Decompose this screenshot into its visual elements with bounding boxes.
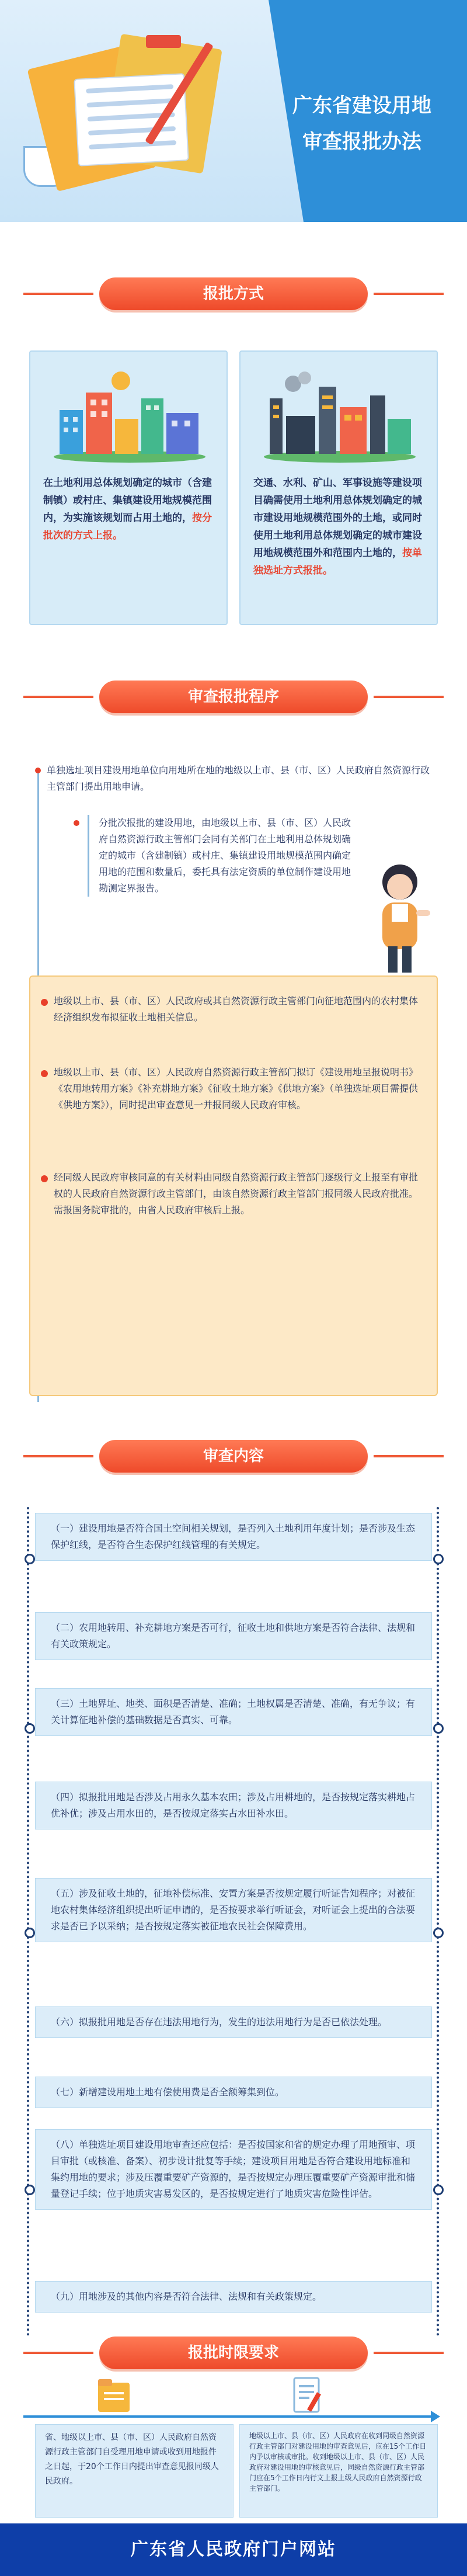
- procedure-box: [29, 975, 438, 1396]
- chain-ring: [25, 1723, 35, 1734]
- method-left-text: 在土地利用总体规划确定的城市（含建制镇）或村庄、集镇建设用地规模范围内，为实施该规划而占用土地的，按分批次的方式上报。: [43, 477, 212, 541]
- procedure-dot: [41, 1175, 48, 1182]
- hero-banner: [0, 0, 467, 222]
- method-right-text: 交通、水利、矿山、军事设施等建设项目确需使用土地利用总体规划确定的城市建设用地规模范围外的土地，或同时使用土地利用总体规划确定的城市建设用地规模范围外和范围内土地的，按单独选址方式报批。: [253, 477, 422, 577]
- review-item-2: （二）农用地转用、补充耕地方案是否可行，征收土地和供地方案是否符合法律、法规和有关政策规定。: [35, 1612, 432, 1660]
- title-line-2: 审查报批办法: [302, 130, 421, 154]
- section-title-procedure: 审查报批程序: [99, 681, 368, 713]
- clip-icon: [146, 35, 181, 48]
- procedure-dot: [41, 1070, 48, 1077]
- review-item-5: （五）涉及征收土地的，征地补偿标准、安置方案是否按规定履行听证告知程序；对被征地农村集体经济组织提出听证申请的，是否按要求举行听证会，对听证会上提出的合法要求是否已予以采纳；是否按规定落实被征地农民社会保障费用。: [35, 1878, 432, 1942]
- chain-ring: [25, 1554, 35, 1564]
- procedure-step-3: 地级以上市、县（市、区）人民政府或其自然资源行政主管部门向征地范围内的农村集体经济组织发布拟征收土地相关信息。: [54, 995, 419, 1023]
- timeline-arrow: [23, 2415, 432, 2418]
- review-item-4: （四）拟报批用地是否涉及占用永久基本农田；涉及占用耕地的，是否按规定落实耕地占优补优；涉及占用水田的，是否按规定落实占水田补水田。: [35, 1782, 432, 1829]
- chain-ring: [25, 2185, 35, 2195]
- time-card-left: 省、地级以上市、县（市、区）人民政府自然资源行政主管部门自受理用地申请或收到用地报件之日起，于20个工作日内提出审查意见报同级人民政府。: [35, 2424, 234, 2518]
- procedure-dot: [74, 820, 79, 826]
- time-card-right: 地级以上市、县（市、区）人民政府在收到同级自然资源行政主管部门对建设用地的审查意见后，应在15个工作日内予以审核或审批。收到地级以上市、县（市、区）人民政府对建设用地的审核意见后，同级自然资源行政主管部门应在5个工作日内行文上报上级人民政府自然资源行政主管部门。: [239, 2424, 438, 2518]
- chain-left: [27, 1507, 34, 2337]
- review-item-3: （三）土地界址、地类、面积是否清楚、准确；土地权属是否清楚、准确，有无争议；有关计算征地补偿的基础数据是否真实、可靠。: [35, 1688, 432, 1736]
- procedure-dot: [35, 768, 41, 773]
- section-title-review: 审查内容: [99, 1440, 368, 1473]
- method-card-right: [239, 350, 438, 625]
- chain-right: [437, 1507, 444, 2337]
- procedure-step-2: 分批次报批的建设用地，由地级以上市、县（市、区）人民政府自然资源行政主管部门会同有关部门在土地利用总体规划确定的城市（含建制镇）或村庄、集镇建设用地规模范围内确定用地的范围和数量后，委托具有法定资质的单位制作建设用地勘测定界报告。: [88, 815, 356, 897]
- review-item-1: （一）建设用地是否符合国土空间相关规划，是否列入土地利用年度计划；是否涉及生态保护红线，是否符合生态保护红线管理的有关规定。: [35, 1513, 432, 1561]
- review-item-8: （八）单独选址项目建设用地审查还应包括：是否按国家和省的规定办理了用地预审、项目审批（或核准、备案）、初步设计批复等手续；建设项目用地是否符合建设用地标准和集约用地的要求；涉及压覆重要矿产资源的，是否按规定办理压覆重要矿产资源审批和储量登记手续；位于地质灾害易发区的，是否按规定进行了地质灾害危险性评估。: [35, 2129, 432, 2210]
- chain-ring: [433, 1928, 444, 1938]
- procedure-step-5: 经同级人民政府审核同意的有关材料由同级自然资源行政主管部门逐级行文上报至有审批权的人民政府自然资源行政主管部门，由该自然资源行政主管部门报同级人民政府批准。需报国务院审批的，由省人民政府审核后上报。: [54, 1172, 419, 1216]
- review-item-9: （九）用地涉及的其他内容是否符合法律、法规和有关政策规定。: [35, 2281, 432, 2313]
- footer-banner: 广东省人民政府门户网站: [0, 2523, 467, 2576]
- section-title-method: 报批方式: [99, 277, 368, 310]
- document-icon: [286, 2374, 327, 2415]
- document-icon: [74, 73, 189, 166]
- title-line-1: 广东省建设用地: [292, 94, 431, 117]
- chain-ring: [25, 1928, 35, 1938]
- method-left-highlight: 按分批次的方式上报。: [43, 512, 212, 541]
- procedure-step-1: 单独选址项目建设用地单位向用地所在地的地级以上市、县（市、区）人民政府自然资源行政主管部门提出用地申请。: [47, 765, 430, 792]
- folder-icon: [93, 2374, 134, 2415]
- chain-ring: [433, 1554, 444, 1564]
- review-item-7: （七）新增建设用地土地有偿使用费是否全额筹集到位。: [35, 2077, 432, 2108]
- city-illustration: [48, 363, 211, 466]
- procedure-step-4: 地级以上市、县（市、区）人民政府自然资源行政主管部门拟订《建设用地呈报说明书》《农用地转用方案》《补充耕地方案》《征收土地方案》《供地方案》（单独选址项目需提供《供地方案》），同时提出审查意见一并报同级人民政府审核。: [54, 1067, 419, 1110]
- procedure-dot: [41, 999, 48, 1006]
- method-right-highlight: 按单独选址方式报批。: [253, 547, 422, 577]
- page-title: [257, 88, 467, 160]
- section-title-time: 报批时限要求: [99, 2337, 368, 2369]
- chain-ring: [433, 1723, 444, 1734]
- review-item-6: （六）拟报批用地是否存在违法用地行为，发生的违法用地行为是否已依法处理。: [35, 2006, 432, 2038]
- woman-illustration: [365, 859, 435, 975]
- chain-ring: [433, 2185, 444, 2195]
- method-card-left: [29, 350, 228, 625]
- industry-illustration: [258, 363, 421, 466]
